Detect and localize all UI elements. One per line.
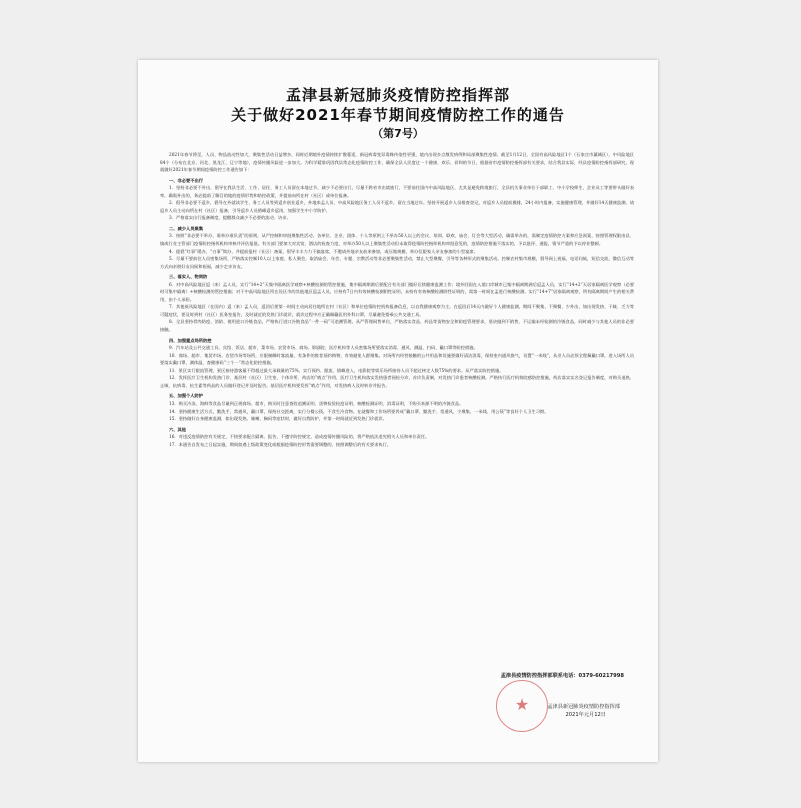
notice-number: （第7号） xyxy=(372,127,424,140)
body-paragraph: 4．提倡“红事”缓办、“白事”简办、并提前报村（社区）备案，倡导丰丰力力不搞宴席，不邀请外地亲友前来参加，或压缩规模、举办仅限家人亲友参加的小型宴席。 xyxy=(169,249,478,255)
body-paragraph: 10．商场、超市、集贸市场、农贸市场等场所，应限制瞬时客流量，有条件的推荐预约购物，有效避免人群聚集。对场所内经营接触的公共用品和设施要做好清洁消毒，保持室内通风换气，设置“一米线”，从业人员必须全程佩戴口罩，进入场所人员要落实戴口罩、测体温、查健康码“三个一”常态化防控措施。 xyxy=(160,353,634,367)
contact-line: 孟津县疫情防控指挥部联系电话：0379-60217998 xyxy=(500,673,624,679)
section-heading: 四、加强重点场所防控 xyxy=(169,338,212,344)
body-paragraph: 13．购买冷冻、海鲜等食品尽量到正规商场、超市，购买时注意查验追溯证明、货物检验检疫证明、核酸检测证明、消毒证明，不购买来源不明的冷链食品。 xyxy=(169,401,464,407)
body-paragraph: 1．坚持非必要不外出，倡导在我县生活、工作、居住、务工人员留在本地过节，减少不必要出行，尽量不跨省市出境旅行，不要前往国内中高风险地区，尤其是避免跨境旅行，全县机关事业单位干部职工、中小学校师生、企业员工等要带头做好表率，确需外出的，务必提前了解目的地的疫情形势和防控政策，并提前向所在村（社区）或单位报备。 xyxy=(160,186,634,199)
official-seal xyxy=(496,680,548,732)
body-paragraph: 3．按照“非必要不举办、谁举办谁负责”的原则，从严控制和审批聚集性活动，各单位、企业、团体、个人等原则上不举办50人以上的会议、培训、联欢、庙会、灯会等大型活动，确需举办的，需制定疫情防控方案和应急预案，按照管理权限由县、镇或行业主管部门疫情防控指挥机构审核并评估报批。有关部门要加大对宾馆、酒店的检查力度，对举办50人以上聚集性活动但未取得疫情防控指挥机构审批意见的，疫情防控措施不落实的，予以批评、通报，情节严重的予以停业整顿。 xyxy=(160,234,634,248)
body-paragraph: 14．坚持健康生活方式，勤洗手，常通风，戴口罩，保持社交距离，实行分餐公筷，不食生冷食物。在就餐和工作场所要养成“戴口罩、勤洗手、常通风、少聚集、一米线、用公筷”等良好个人卫生习惯。 xyxy=(169,409,549,415)
body-paragraph: 9．汽车站及公共交通工具、宾馆、饭店、超市、菜市场、农贸市场、商场、影剧院、医疗机构等人员密集场所要落实消毒、通风、测温、扫码、戴口罩等防控措施。 xyxy=(169,346,478,352)
body-paragraph: 6．对中高风险地区返（来）孟人员，实行“14+2”天集中隔离医学观察+核酸检测的管控措施，集中隔离期满后要配合有关部门做好后续健康监测工作；境外回国在入境口岸城市已集中隔离期满后返孟人员，实行“14+2”天居家隔离医学观察（必要时可集中隔离）+核酸检测的管控措施；对于中高风险地区所在设区市的其他地区返孟人员，应持有7日内有效核酸检测阴性证明，未持有有效核酸检测阴性证明的，需第一时间在孟进行核酸检测。实行“14+7”居家隔离观察，所有隔离期间产生的相关费用，由个人承担。 xyxy=(160,282,634,303)
issue-date: 2021年元月12日 xyxy=(565,712,606,718)
body-paragraph: 7．其他低风险地区（在国内）返（来）孟人员，返回后要第一时间主动向居住地所在村（社区）和单位疫情防控机构报备信息，以自我健康观察为主。在返回后14天内做好个人健康监测，期间不聚集、不聚餐、少外出，如出现发热、干咳、乏力等可疑症状，要及时到村（社区）医务室报告，及时就近的发热门诊就诊，就诊过程中应正确佩戴医用外科口罩，尽量避免搭乘公共交通工具。 xyxy=(160,305,634,318)
body-paragraph: 11．景区实行限流管理，景区接待游客量不得超过最大承载量的75%，实行预约、限流、错峰进入，电影院等娱乐场所接待人员不超过核定人数75%的要求。从严落实防控措施。 xyxy=(169,368,504,374)
seal-star-icon: ★ xyxy=(514,695,530,714)
body-paragraph: 12．发挥医疗卫生机构发热门诊、基层村（社区）卫生室、个体诊所、药店的“哨点”作用，医疗卫生机构落实发热患者预检分诊，首诊负责制，对发热门诊患者核酸检测。严格执行医疗机构院感防控措施，药店落实实名登记报告制度，对购买退热、止咳、抗病毒、抗生素等药品的人员做好登记并及时报告。基层医疗机构要发挥“哨点”作用，对发热病人及时转诊并报告。 xyxy=(160,376,634,389)
body-paragraph: 16．对违反疫情防控有关规定，不按要求配合隔离、报告，不遵守防控规定，造成疫情传播风险的，将严格依法追究相关人员和单位责任。 xyxy=(169,435,430,441)
notice-title-line1: 孟津县新冠肺炎疫情防控指挥部 xyxy=(285,86,510,104)
section-heading: 一、非必要不出行 xyxy=(169,178,204,184)
section-heading: 六、其他 xyxy=(169,427,187,433)
notice-body xyxy=(160,152,634,449)
issuer-signature: 孟津县新冠肺炎疫情防控指挥部 xyxy=(547,704,620,710)
notice-title-line2: 关于做好2021年春节期间疫情防控工作的通告 xyxy=(231,106,565,124)
body-paragraph: 3．严格落实出行报备制度，提醒群众减少不必要的流动、访亲。 xyxy=(169,216,291,222)
section-heading: 二、减少人员聚集 xyxy=(169,226,204,232)
body-paragraph: 17．本通告自发布之日起实施，期间如遇上级政策变化或根据疫情防控形势需要调整的，按照调整后的有关要求执行。 xyxy=(169,442,392,448)
body-paragraph: 8．全县坚持骨肉防疫、消防、使用进口冷链食品，严格执行进口冷链食品“一件一码”可追溯管理。从严管理网售单位，严格落实食品、药品等货物安全和防疫管理要求，坚决做到不销售、不运输未经检测的冷链食品，同时减少与其他人员的非必要接触。 xyxy=(160,320,634,334)
section-heading: 五、加强个人防护 xyxy=(169,394,204,400)
notice-page xyxy=(138,60,658,762)
body-paragraph: 5．尽量不要前往人员密集场所，严格落实控制10人以上家庭、私人聚会，取消庙会、年会、专题、宗教活动等非必要聚集性活动，禁止大型聚餐，引导等各种形式的聚集活动。控制农村集市规模，倡导网上祝福，电话问候，短信交流，微信互动等方式向亲朋好友问候和祝福，减少走亲访友。 xyxy=(160,257,634,270)
body-paragraph: 15．坚持做好自身健康监测，如出现发热、咳嗽、胸闷等症状时，做好自我防护，并第一时间就近到发热门诊就诊。 xyxy=(169,417,387,423)
body-paragraph: 2．倡导非必要不返乡，倡导在外就读学生、务工人员等到返乡创业返乡，外地来孟人员、中高风险地区务工人员不返乡，留在当地过年。坚持开展返乡人员排查登记，对返乡人员提前摸排，24小时内报备，实施健康管理，并做好14天健康监测。请返乡人员主动向所在村（社区）报备，引导返乡人员错峰返乡返岗，加强学生中小学防护。 xyxy=(160,201,634,214)
section-heading: 三、落实人、物同防 xyxy=(169,275,208,281)
body-paragraph: 2021年春节将至，人员、物品流动性加大，聚集性活动日益增多，同时近期境外疫情持续扩散蔓延，新冠病毒变异毒株传染性更强，境内出现多点散发病例和局部聚集性疫情。截至1月12日，全国有高风险地区1个（石家庄市藁城区），中风险地区84个（分布在北京、河北、黑龙江、辽宁等地），疫情传播风险进一步加大。为科学精准巩固我县常态化疫情防控工作，确保全县人民度过一个健康、欢乐、祥和的节日，根据省市疫情防控指挥部有关要求，结合我县实际，经县疫情防控指挥部研究，现就做好2021年春节期间疫情防控工作通告如下： xyxy=(160,153,634,174)
